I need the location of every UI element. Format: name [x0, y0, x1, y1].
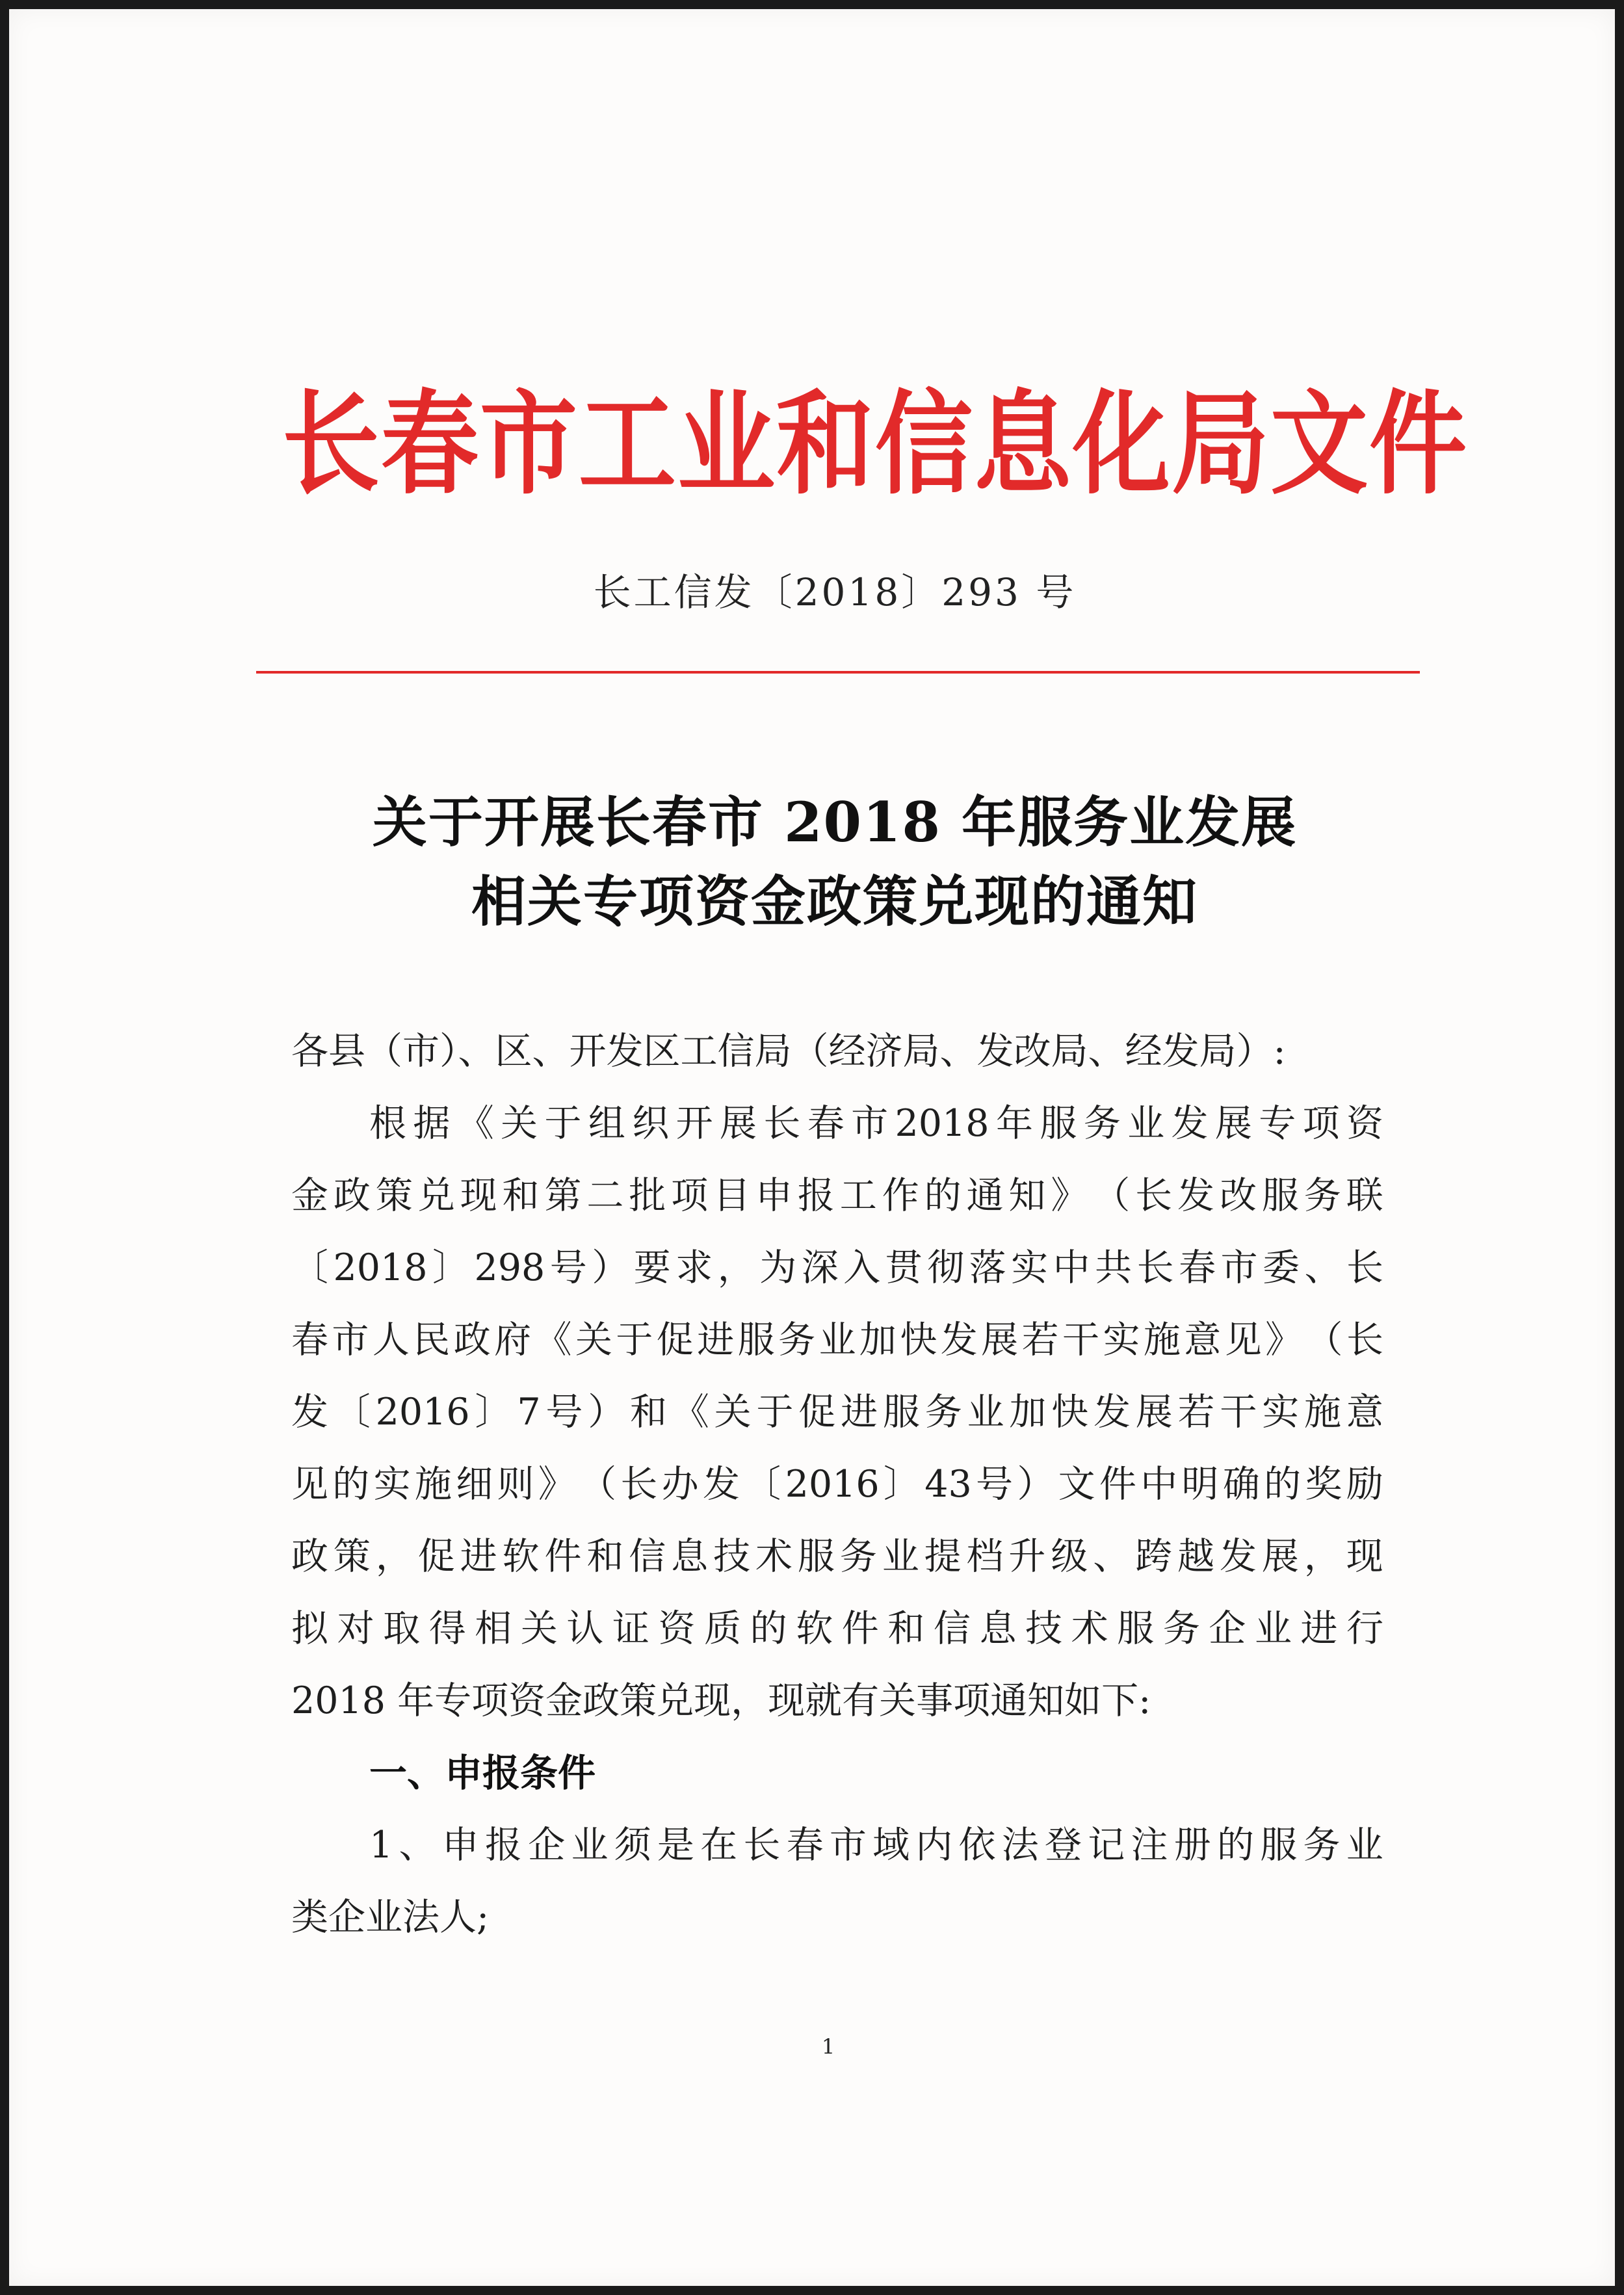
document-number: 长工信发〔2018〕293 号: [593, 570, 1077, 614]
red-divider-rule: [256, 671, 1420, 674]
body-line: 春 市 人 民 政 府 《 关 于 促 进 服 务 业 加 快 发 展 若 干 实 施 意 见 》 （ 长: [291, 1318, 1383, 1361]
document-page: [9, 9, 1615, 2286]
item-1-line: 类企业法人;: [291, 1896, 490, 1939]
org-header-title: 长春市工业和信息化局文件: [282, 380, 1469, 510]
body-line: 政 策 ， 促 进 软 件 和 信 息 技 术 服 务 业 提 档 升 级 、 跨 越 发 展 ， 现: [291, 1535, 1383, 1578]
item-1-line: 1 、 申 报 企 业 须 是 在 长 春 市 域 内 依 法 登 记 注 册 的 服 务 业: [369, 1824, 1383, 1867]
section-heading: 一、申报条件: [369, 1751, 596, 1795]
body-line: 2018 年专项资金政策兑现，现就有关事项通知如下:: [291, 1679, 1151, 1722]
body-line: 〔 2018 〕 298 号 ） 要 求 ， 为 深 入 贯 彻 落 实 中 共 长 春 市 委 、 长: [291, 1246, 1383, 1289]
body-line: 拟 对 取 得 相 关 认 证 资 质 的 软 件 和 信 息 技 术 服 务 企 业 进 行: [291, 1607, 1383, 1650]
notice-body: [291, 1016, 1383, 1954]
body-line: 发 〔 2016 〕 7 号 ） 和 《 关 于 促 进 服 务 业 加 快 发 展 若 干 实 施 意: [291, 1391, 1383, 1434]
notice-title-line-1: 关于开展长春市 2018 年服务业发展: [372, 790, 1298, 854]
body-line-addressee: 各县（市）、区、开发区工信局（经济局、发改局、经发局）:: [291, 1030, 1286, 1073]
body-line: 见 的 实 施 细 则 》 （ 长 办 发 〔 2016 〕 43 号 ） 文 件 中 明 确 的 奖 励: [291, 1463, 1383, 1506]
notice-title-line-2: 相关专项资金政策兑现的通知: [471, 869, 1198, 934]
scanned-page: [9, 9, 1615, 2286]
page-number: 1: [821, 2034, 835, 2059]
body-line: 金 政 策 兑 现 和 第 二 批 项 目 申 报 工 作 的 通 知 》 （ 长 发 改 服 务 联: [291, 1174, 1383, 1217]
notice-title: [256, 783, 1413, 941]
body-line: 根 据 《 关 于 组 织 开 展 长 春 市 2018 年 服 务 业 发 展 专 项 资: [369, 1102, 1383, 1145]
